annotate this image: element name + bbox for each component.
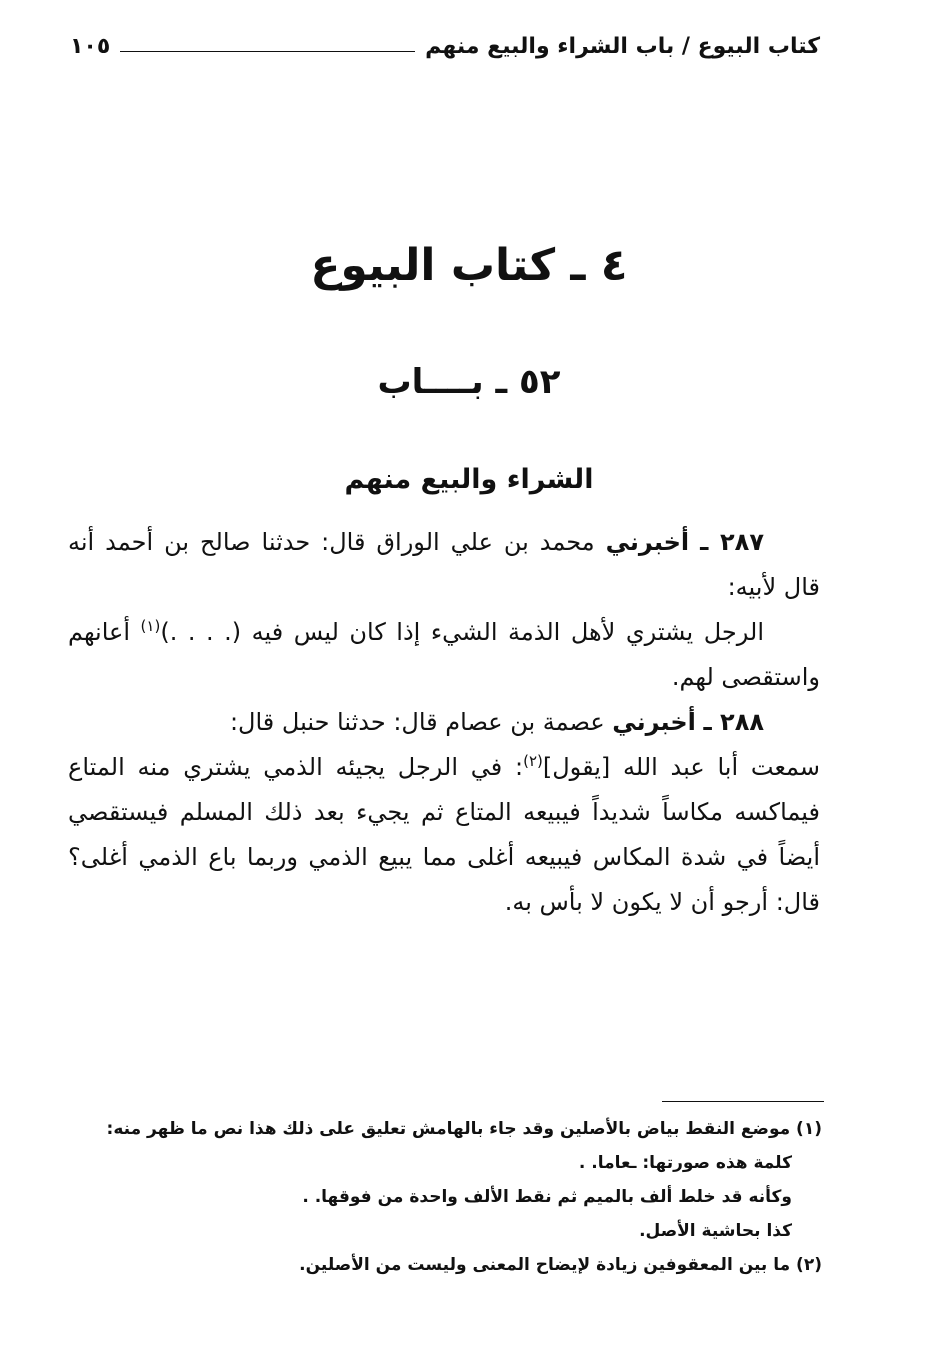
- entry-text-before: سمعت أبا عبد الله [يقول]: [542, 753, 821, 781]
- entry-number: ٢٨٧ ـ: [700, 528, 764, 556]
- footnote-1-line-4: كذا بحاشية الأصل.: [639, 1221, 792, 1241]
- footnote-2: (٢) ما بين المعقوفين زيادة لإيضاح المعنى وليست من الأصلين.: [299, 1255, 822, 1275]
- section-title: الشراء والبيع منهم: [344, 464, 594, 495]
- entry-287-isnad: [68, 520, 820, 610]
- footnote-1-line-3: وكأنه قد خلط ألف بالميم ثم نقط الألف واحدة من فوقها. .: [302, 1187, 792, 1207]
- running-header-title: كتاب البيوع / باب الشراء والبيع منهم: [425, 33, 820, 59]
- entry-288-isnad: [68, 700, 820, 745]
- body-text: [68, 520, 820, 925]
- footnote-1: (١) موضع النقط بياض بالأصلين وقد جاء بالهامش تعليق على ذلك هذا نص ما ظهر منه:: [106, 1119, 822, 1139]
- entry-text-before: الرجل يشتري لأهل الذمة الشيء إذا كان ليس فيه (. . . .): [160, 618, 764, 646]
- entry-288-text: [68, 745, 820, 925]
- book-title: ٤ ـ كتاب البيوع: [310, 240, 628, 291]
- entry-text-after: : في الرجل يجيئه الذمي يشتري منه المتاع فيماكسه مكاساً شديداً فيبيعه المتاع ثم يجيء بعد ذلك المسلم فيستقصي أيضاً في شدة المكاس فيبيعه أغلى مما يبيع الذمي وربما باع الذمي أغلى؟ قال: أرجو أن لا يكون لا بأس به.: [68, 753, 820, 916]
- entry-narrator: أخبرني: [605, 528, 690, 556]
- footnote-ref: (١): [140, 617, 161, 635]
- entry-number: ٢٨٨ ـ: [703, 708, 764, 736]
- entry-287-text: [68, 610, 820, 700]
- entry-isnad-text: عصمة بن عصام قال: حدثنا حنبل قال:: [229, 708, 605, 736]
- header-rule: [120, 51, 415, 52]
- page-number: ١٠٥: [70, 33, 111, 59]
- running-header: [70, 28, 820, 64]
- footnote-1-line-2: كلمة هذه صورتها: ـعاما. .: [578, 1153, 792, 1173]
- footnote-ref: (٢): [523, 752, 543, 770]
- entry-isnad-text: محمد بن علي الوراق قال: حدثنا صالح بن أحمد أنه قال لأبيه:: [68, 528, 820, 601]
- footnotes: [106, 1112, 822, 1282]
- entry-narrator: أخبرني: [612, 708, 696, 736]
- footnote-separator: [662, 1101, 824, 1102]
- entry-text-after: أعانهم واستقصى لهم.: [68, 618, 820, 691]
- chapter-heading: ٥٢ ـ بــــاب: [377, 362, 561, 402]
